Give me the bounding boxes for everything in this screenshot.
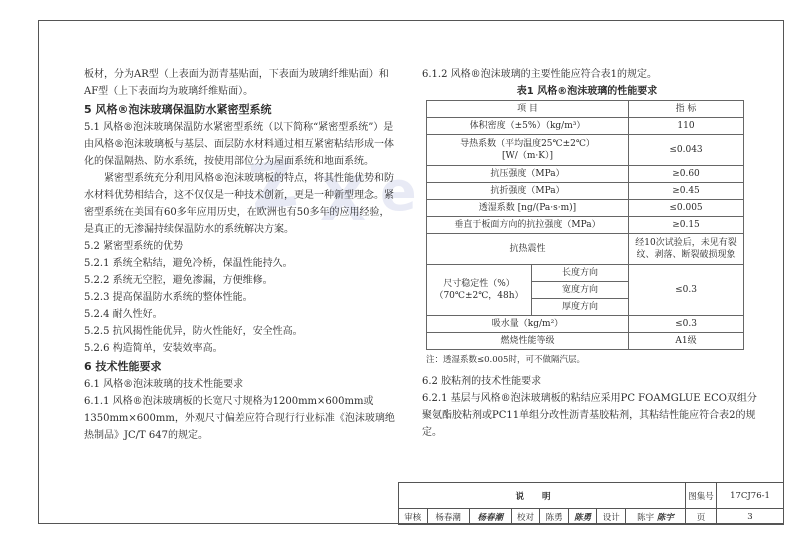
table-row [427,166,744,183]
paragraph-6-2: 6.2 胶粘剂的技术性能要求 [422,376,542,387]
design-label: 设计 [597,509,626,525]
watermark-mark: Z [245,147,302,227]
paragraph-5-2: 5.2 紧密型系统的优势 [84,241,184,252]
table-row [427,118,744,135]
table-row [427,200,744,217]
table-row [427,217,744,234]
row-subitem: 长度方向 [532,265,629,282]
row-item: 透湿系数 [ng/(Pa·s·m)] [427,200,629,217]
designer-signature: 陈宇 [656,512,674,523]
table-row [427,333,744,350]
paragraph-5-2-6: 5.2.6 构造简单，安装效率高。 [84,343,223,354]
paragraph-6-2-1: 6.2.1 基层与风格®泡沫玻璃板的粘结应采用PC FOAMGLUE ECO双组分聚氨酯胶粘剂或PC11单组分改性沥青基胶粘剂，其粘结性能应符合表2的规定。 [422,393,757,438]
section-5-heading: 5 风格®泡沫玻璃保温防水紧密型系统 [84,103,272,116]
page-number: 3 [717,509,784,525]
row-subitem: 宽度方向 [532,282,629,299]
paragraph-6-1: 6.1 风格®泡沫玻璃的技术性能要求 [84,379,244,390]
row-spec: ≥0.60 [629,166,744,183]
right-column [422,66,762,441]
paragraph-5-2-2: 5.2.2 系统无空腔，避免渗漏，方便维修。 [84,275,273,286]
header-spec: 指 标 [629,101,744,118]
table-row [427,135,744,166]
table-note: 注：透湿系数≤0.005时，可不做隔汽层。 [426,355,585,365]
row-spec: 110 [629,118,744,135]
row-spec: ≤0.3 [629,316,744,333]
row-item: 抗折强度（MPa） [427,183,629,200]
title-block-bottom-row [399,509,784,525]
row-item [427,135,629,166]
watermark-mark: X [320,165,367,235]
row-spec: ≤0.005 [629,200,744,217]
row-item-line: [W/（m·K）] [502,151,553,161]
row-spec: 经10次试验后，未见有裂纹、剥落、断裂破损现象 [629,234,744,265]
table-1-title: 表1 风格®泡沫玻璃的性能要求 [516,86,658,97]
designer-name-text: 陈宇 [637,512,655,523]
watermark-mark: e [380,160,417,223]
table-row [427,265,744,282]
review-label: 审核 [399,509,428,525]
row-spec: ≤0.3 [629,265,744,316]
row-item: 体积密度（±5%）（kg/m³） [427,118,629,135]
paragraph-5-2-5: 5.2.5 抗风揭性能优异，防火性能好，安全性高。 [84,326,303,337]
paragraph-5-2-4: 5.2.4 耐久性好。 [84,309,163,320]
row-item [427,265,532,316]
paragraph-5-2-3: 5.2.3 提高保温防水系统的整体性能。 [84,292,253,303]
reviewer-signature: 杨春潮 [469,509,511,525]
sheet-title: 说明 [399,483,686,509]
paragraph-6-1-1: 6.1.1 风格®泡沫玻璃板的长宽尺寸规格为1200mm×600mm或1350mm×600mm，外观尺寸偏差应符合现行行业标准《泡沫玻璃绝热制品》JC/T 647的规定。 [84,396,395,441]
title-block-top-row [399,483,784,509]
title-block [398,482,784,525]
row-item-line: 导热系数（平均温度25℃±2℃） [460,139,595,149]
row-item: 吸水量（kg/m²） [427,316,629,333]
row-spec: ≥0.45 [629,183,744,200]
table-header-row [427,101,744,118]
paragraph-6-1-2: 6.1.2 风格®泡沫玻璃的主要性能应符合表1的规定。 [422,69,657,80]
performance-table [426,100,744,350]
paragraph-5-2-1: 5.2.1 系统全粘结，避免冷桥，保温性能持久。 [84,258,293,269]
table-row [427,316,744,333]
designer-name [626,509,686,525]
section-6-heading: 6 技术性能要求 [84,360,162,373]
row-spec: ≥0.15 [629,217,744,234]
checker-name: 陈勇 [540,509,569,525]
row-item: 垂直于板面方向的抗拉强度（MPa） [427,217,629,234]
intro-paragraph: 板材，分为AR型（上表面为沥青基贴面，下表面为玻璃纤维贴面）和AF型（上下表面均为玻璃纤维贴面）。 [84,69,389,97]
reviewer-name: 杨春潮 [427,509,469,525]
page-label: 页 [686,509,717,525]
row-item-line: （70℃±2℃，48h） [434,291,524,301]
checker-signature: 陈勇 [568,509,597,525]
atlas-label: 图集号 [686,483,717,509]
row-item-line: 尺寸稳定性（%） [443,279,515,289]
row-subitem: 厚度方向 [532,299,629,316]
row-spec: A1级 [629,333,744,350]
row-item: 抗压强度（MPa） [427,166,629,183]
check-label: 校对 [511,509,540,525]
row-item: 燃烧性能等级 [427,333,629,350]
row-item: 抗热震性 [427,234,629,265]
row-spec: ≤0.043 [629,135,744,166]
paragraph-5-1-continued: 紧密型系统充分利用风格®泡沫玻璃板的特点，将其性能优势和防水材料优势相结合，这不仅仅是一种技术创新，更是一种新型理念。紧密型系统在美国有60多年应用历史，在欧洲也有50多年的应用经验，是真正的无渗漏持续保温防水的系统解决方案。 [84,173,394,235]
left-column [84,66,396,444]
atlas-number: 17CJ76-1 [717,483,784,509]
table-row [427,234,744,265]
paragraph-5-1: 5.1 风格®泡沫玻璃保温防水紧密型系统（以下简称“紧密型系统”）是由风格®泡沫玻璃板与基层、面层防水材料通过相互紧密粘结形成一体化的保温隔热、防水系统，按使用部位分为屋面系统和地面系统。 [84,122,394,167]
table-row [427,183,744,200]
header-item: 项 目 [427,101,629,118]
